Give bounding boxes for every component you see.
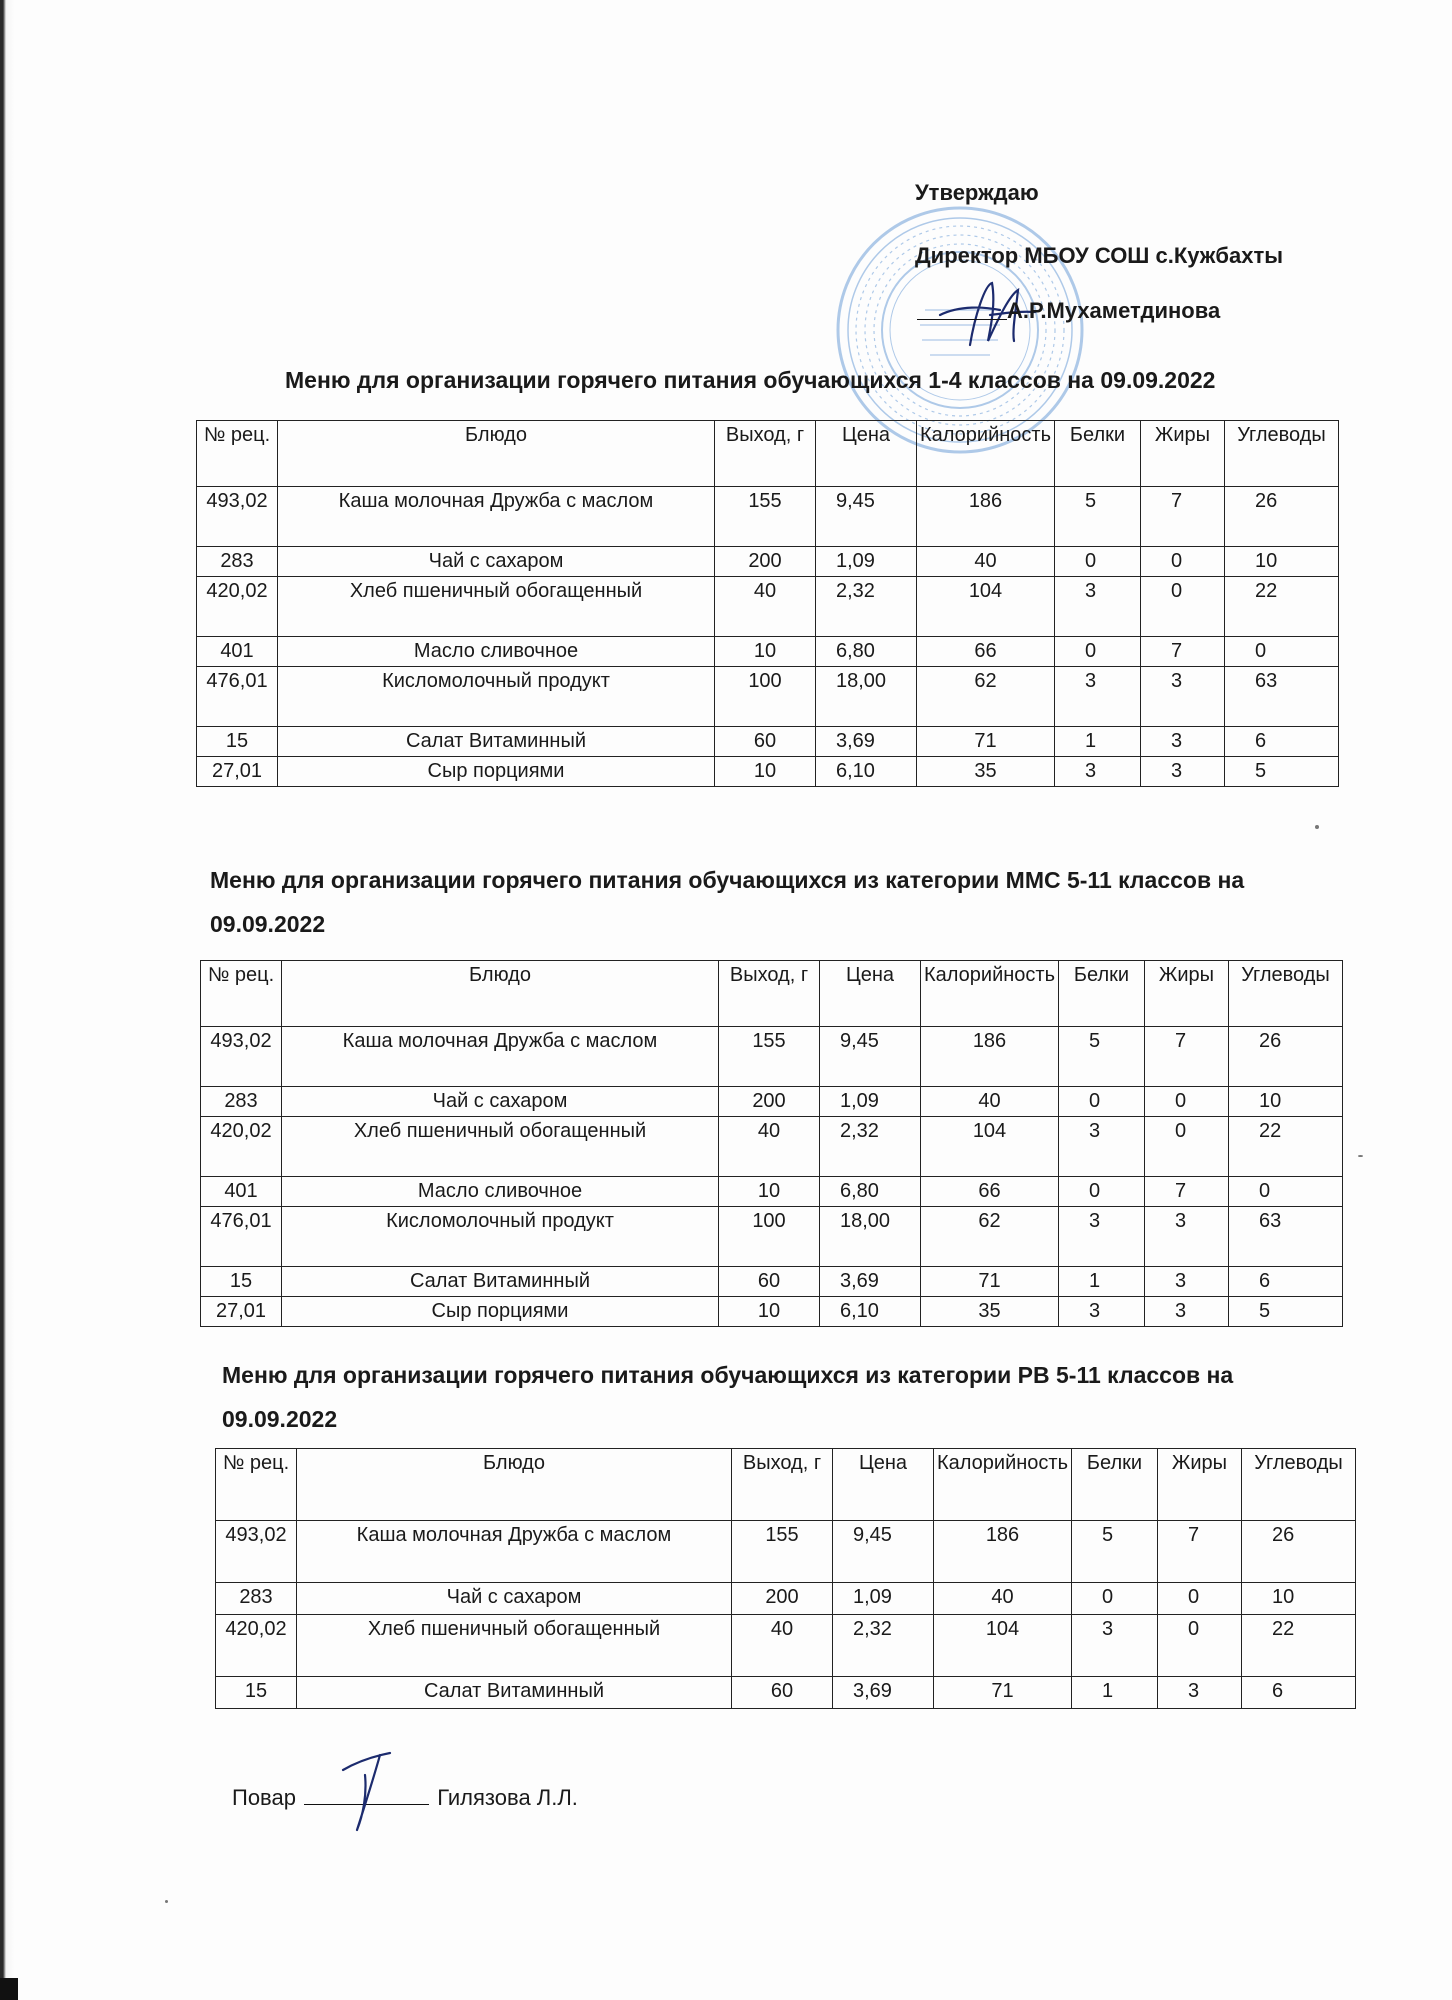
cell-recipe: 420,02 — [197, 577, 278, 637]
cell-calories: 40 — [917, 547, 1055, 577]
cell-carbs: 5 — [1225, 757, 1339, 787]
scan-speck — [1358, 1155, 1363, 1157]
menu-table-2 — [200, 960, 1343, 1327]
table-row — [201, 1207, 1343, 1267]
col-header-price: Цена — [833, 1449, 934, 1521]
section-3-title-line2: 09.09.2022 — [222, 1406, 338, 1432]
cell-price: 18,00 — [820, 1207, 921, 1267]
table-header-row — [197, 421, 1339, 487]
cell-yield: 200 — [719, 1087, 820, 1117]
cell-calories: 71 — [921, 1267, 1059, 1297]
section-2-title-line2: 09.09.2022 — [210, 911, 326, 937]
approval-heading: Утверждаю — [915, 180, 1039, 205]
menu-table-1 — [196, 420, 1339, 787]
cell-proteins: 1 — [1072, 1677, 1158, 1709]
cell-dish: Каша молочная Дружба с маслом — [282, 1027, 719, 1087]
cell-calories: 62 — [921, 1207, 1059, 1267]
cell-fats: 3 — [1145, 1267, 1229, 1297]
table-row — [197, 727, 1339, 757]
cell-yield: 155 — [732, 1521, 833, 1583]
cell-price: 1,09 — [816, 547, 917, 577]
cell-dish: Кисломолочный продукт — [278, 667, 715, 727]
table-row — [216, 1521, 1356, 1583]
cell-price: 6,80 — [820, 1177, 921, 1207]
cell-fats: 3 — [1141, 757, 1225, 787]
table-row — [197, 637, 1339, 667]
cell-fats: 3 — [1145, 1297, 1229, 1327]
col-header-proteins: Белки — [1072, 1449, 1158, 1521]
cell-proteins: 5 — [1072, 1521, 1158, 1583]
col-header-price: Цена — [820, 961, 921, 1027]
cell-carbs: 22 — [1242, 1615, 1356, 1677]
cell-calories: 66 — [921, 1177, 1059, 1207]
cell-calories: 71 — [934, 1677, 1072, 1709]
cell-recipe: 15 — [197, 727, 278, 757]
cell-calories: 35 — [917, 757, 1055, 787]
cell-yield: 10 — [719, 1177, 820, 1207]
cell-proteins: 1 — [1055, 727, 1141, 757]
col-header-calories: Калорийность — [921, 961, 1059, 1027]
col-header-fats: Жиры — [1145, 961, 1229, 1027]
cell-yield: 60 — [715, 727, 816, 757]
cell-carbs: 6 — [1229, 1267, 1343, 1297]
table-row — [197, 667, 1339, 727]
cell-yield: 40 — [719, 1117, 820, 1177]
cell-recipe: 401 — [201, 1177, 282, 1207]
cell-calories: 66 — [917, 637, 1055, 667]
section-1-title: Меню для организации горячего питания обучающихся 1-4 классов на 09.09.2022 — [285, 367, 1216, 393]
cell-dish: Салат Витаминный — [297, 1677, 732, 1709]
cell-yield: 100 — [719, 1207, 820, 1267]
cell-yield: 40 — [715, 577, 816, 637]
approval-position: Директор МБОУ СОШ с.Кужбахты — [915, 243, 1284, 268]
cell-proteins: 0 — [1059, 1087, 1145, 1117]
col-header-carbs: Углеводы — [1242, 1449, 1356, 1521]
cell-price: 2,32 — [833, 1615, 934, 1677]
cell-recipe: 27,01 — [201, 1297, 282, 1327]
cell-recipe: 283 — [201, 1087, 282, 1117]
cell-recipe: 420,02 — [201, 1117, 282, 1177]
cell-proteins: 3 — [1055, 757, 1141, 787]
section-3-title — [222, 1353, 1233, 1441]
cell-price: 3,69 — [820, 1267, 921, 1297]
cell-price: 3,69 — [833, 1677, 934, 1709]
cell-price: 9,45 — [816, 487, 917, 547]
cell-fats: 7 — [1145, 1027, 1229, 1087]
cell-dish: Масло сливочное — [282, 1177, 719, 1207]
cell-dish: Чай с сахаром — [297, 1583, 732, 1615]
cell-carbs: 5 — [1229, 1297, 1343, 1327]
table-header-row — [201, 961, 1343, 1027]
cell-yield: 155 — [715, 487, 816, 547]
cell-calories: 104 — [917, 577, 1055, 637]
cell-carbs: 63 — [1225, 667, 1339, 727]
cell-proteins: 0 — [1055, 547, 1141, 577]
section-2-title-line1: Меню для организации горячего питания обучающихся из категории ММС 5-11 классов на — [210, 867, 1245, 893]
cell-proteins: 3 — [1055, 577, 1141, 637]
cell-yield: 100 — [715, 667, 816, 727]
cell-dish: Масло сливочное — [278, 637, 715, 667]
cell-yield: 60 — [732, 1677, 833, 1709]
cell-dish: Каша молочная Дружба с маслом — [278, 487, 715, 547]
cell-dish: Сыр порциями — [278, 757, 715, 787]
cell-fats: 7 — [1145, 1177, 1229, 1207]
cell-carbs: 6 — [1225, 727, 1339, 757]
cell-carbs: 26 — [1225, 487, 1339, 547]
cell-proteins: 3 — [1059, 1117, 1145, 1177]
cell-proteins: 3 — [1059, 1297, 1145, 1327]
cell-proteins: 1 — [1059, 1267, 1145, 1297]
table-row — [197, 547, 1339, 577]
cell-calories: 186 — [934, 1521, 1072, 1583]
scan-speck — [1315, 825, 1319, 829]
cell-calories: 104 — [934, 1615, 1072, 1677]
cell-fats: 7 — [1158, 1521, 1242, 1583]
cell-recipe: 493,02 — [197, 487, 278, 547]
cell-yield: 10 — [719, 1297, 820, 1327]
cell-fats: 3 — [1145, 1207, 1229, 1267]
table-row — [201, 1027, 1343, 1087]
cell-price: 18,00 — [816, 667, 917, 727]
table-row — [201, 1087, 1343, 1117]
cell-recipe: 401 — [197, 637, 278, 667]
col-header-yield: Выход, г — [732, 1449, 833, 1521]
cell-dish: Сыр порциями — [282, 1297, 719, 1327]
cell-proteins: 0 — [1072, 1583, 1158, 1615]
cell-fats: 0 — [1141, 577, 1225, 637]
cell-calories: 62 — [917, 667, 1055, 727]
cell-recipe: 15 — [216, 1677, 297, 1709]
cell-price: 1,09 — [833, 1583, 934, 1615]
col-header-dish: Блюдо — [297, 1449, 732, 1521]
cell-dish: Хлеб пшеничный обогащенный — [297, 1615, 732, 1677]
col-header-fats: Жиры — [1141, 421, 1225, 487]
cell-fats: 3 — [1141, 667, 1225, 727]
table-row — [216, 1583, 1356, 1615]
cell-dish: Хлеб пшеничный обогащенный — [278, 577, 715, 637]
cell-dish: Чай с сахаром — [282, 1087, 719, 1117]
scan-edge — [0, 0, 14, 2000]
cell-proteins: 3 — [1059, 1207, 1145, 1267]
cell-carbs: 63 — [1229, 1207, 1343, 1267]
cell-yield: 200 — [732, 1583, 833, 1615]
table-row — [201, 1177, 1343, 1207]
cell-yield: 200 — [715, 547, 816, 577]
col-header-yield: Выход, г — [715, 421, 816, 487]
table-row — [197, 487, 1339, 547]
cell-fats: 7 — [1141, 487, 1225, 547]
cell-price: 2,32 — [820, 1117, 921, 1177]
cell-price: 9,45 — [833, 1521, 934, 1583]
section-2-title — [210, 858, 1244, 946]
col-header-dish: Блюдо — [282, 961, 719, 1027]
cell-carbs: 10 — [1225, 547, 1339, 577]
col-header-proteins: Белки — [1055, 421, 1141, 487]
cell-calories: 71 — [917, 727, 1055, 757]
cell-dish: Каша молочная Дружба с маслом — [297, 1521, 732, 1583]
cell-dish: Чай с сахаром — [278, 547, 715, 577]
cell-proteins: 3 — [1072, 1615, 1158, 1677]
cell-calories: 186 — [917, 487, 1055, 547]
col-header-proteins: Белки — [1059, 961, 1145, 1027]
cell-dish: Салат Витаминный — [282, 1267, 719, 1297]
cell-fats: 0 — [1145, 1117, 1229, 1177]
table-header-row — [216, 1449, 1356, 1521]
col-header-fats: Жиры — [1158, 1449, 1242, 1521]
cell-carbs: 26 — [1242, 1521, 1356, 1583]
cell-recipe: 420,02 — [216, 1615, 297, 1677]
cook-signature — [335, 1745, 405, 1835]
cell-carbs: 0 — [1229, 1177, 1343, 1207]
scan-corner — [0, 1978, 18, 2000]
cell-carbs: 0 — [1225, 637, 1339, 667]
cell-proteins: 5 — [1059, 1027, 1145, 1087]
cell-fats: 0 — [1145, 1087, 1229, 1117]
table-row — [197, 757, 1339, 787]
table-row — [216, 1677, 1356, 1709]
col-header-yield: Выход, г — [719, 961, 820, 1027]
cell-recipe: 27,01 — [197, 757, 278, 787]
cell-price: 1,09 — [820, 1087, 921, 1117]
cell-recipe: 476,01 — [197, 667, 278, 727]
cell-carbs: 10 — [1242, 1583, 1356, 1615]
cell-calories: 35 — [921, 1297, 1059, 1327]
cook-label: Повар — [232, 1785, 296, 1810]
cell-dish: Салат Витаминный — [278, 727, 715, 757]
cell-proteins: 0 — [1055, 637, 1141, 667]
cell-price: 6,10 — [820, 1297, 921, 1327]
cell-yield: 60 — [719, 1267, 820, 1297]
cell-carbs: 10 — [1229, 1087, 1343, 1117]
cell-recipe: 493,02 — [216, 1521, 297, 1583]
menu-table-3 — [215, 1448, 1356, 1709]
approval-name: А.Р.Мухаметдинова — [1007, 298, 1221, 323]
cell-yield: 155 — [719, 1027, 820, 1087]
cell-recipe: 15 — [201, 1267, 282, 1297]
cell-fats: 0 — [1158, 1615, 1242, 1677]
cell-price: 3,69 — [816, 727, 917, 757]
cell-calories: 186 — [921, 1027, 1059, 1087]
cell-dish: Кисломолочный продукт — [282, 1207, 719, 1267]
cell-recipe: 283 — [197, 547, 278, 577]
cell-price: 6,10 — [816, 757, 917, 787]
cell-price: 6,80 — [816, 637, 917, 667]
cell-calories: 104 — [921, 1117, 1059, 1177]
col-header-calories: Калорийность — [934, 1449, 1072, 1521]
col-header-recipe: № рец. — [216, 1449, 297, 1521]
scan-speck — [165, 1900, 168, 1903]
cell-fats: 0 — [1158, 1583, 1242, 1615]
cell-fats: 0 — [1141, 547, 1225, 577]
col-header-carbs: Углеводы — [1225, 421, 1339, 487]
table-row — [201, 1117, 1343, 1177]
cook-name: Гилязова Л.Л. — [437, 1785, 578, 1810]
cell-price: 9,45 — [820, 1027, 921, 1087]
cell-proteins: 5 — [1055, 487, 1141, 547]
signature-line — [917, 297, 1007, 320]
cell-yield: 10 — [715, 637, 816, 667]
cell-fats: 7 — [1141, 637, 1225, 667]
cell-fats: 3 — [1158, 1677, 1242, 1709]
section-3-title-line1: Меню для организации горячего питания обучающихся из категории РВ 5-11 классов на — [222, 1362, 1234, 1388]
col-header-calories: Калорийность — [917, 421, 1055, 487]
table-row — [201, 1297, 1343, 1327]
col-header-recipe: № рец. — [201, 961, 282, 1027]
cell-recipe: 476,01 — [201, 1207, 282, 1267]
cell-recipe: 493,02 — [201, 1027, 282, 1087]
table-row — [197, 577, 1339, 637]
cell-carbs: 26 — [1229, 1027, 1343, 1087]
cell-dish: Хлеб пшеничный обогащенный — [282, 1117, 719, 1177]
cell-yield: 40 — [732, 1615, 833, 1677]
cell-carbs: 22 — [1225, 577, 1339, 637]
cell-carbs: 22 — [1229, 1117, 1343, 1177]
table-row — [201, 1267, 1343, 1297]
cell-fats: 3 — [1141, 727, 1225, 757]
col-header-price: Цена — [816, 421, 917, 487]
col-header-recipe: № рец. — [197, 421, 278, 487]
cell-proteins: 3 — [1055, 667, 1141, 727]
col-header-carbs: Углеводы — [1229, 961, 1343, 1027]
cell-carbs: 6 — [1242, 1677, 1356, 1709]
cell-calories: 40 — [921, 1087, 1059, 1117]
cell-yield: 10 — [715, 757, 816, 787]
cell-proteins: 0 — [1059, 1177, 1145, 1207]
table-row — [216, 1615, 1356, 1677]
cell-price: 2,32 — [816, 577, 917, 637]
cell-calories: 40 — [934, 1583, 1072, 1615]
cell-recipe: 283 — [216, 1583, 297, 1615]
col-header-dish: Блюдо — [278, 421, 715, 487]
